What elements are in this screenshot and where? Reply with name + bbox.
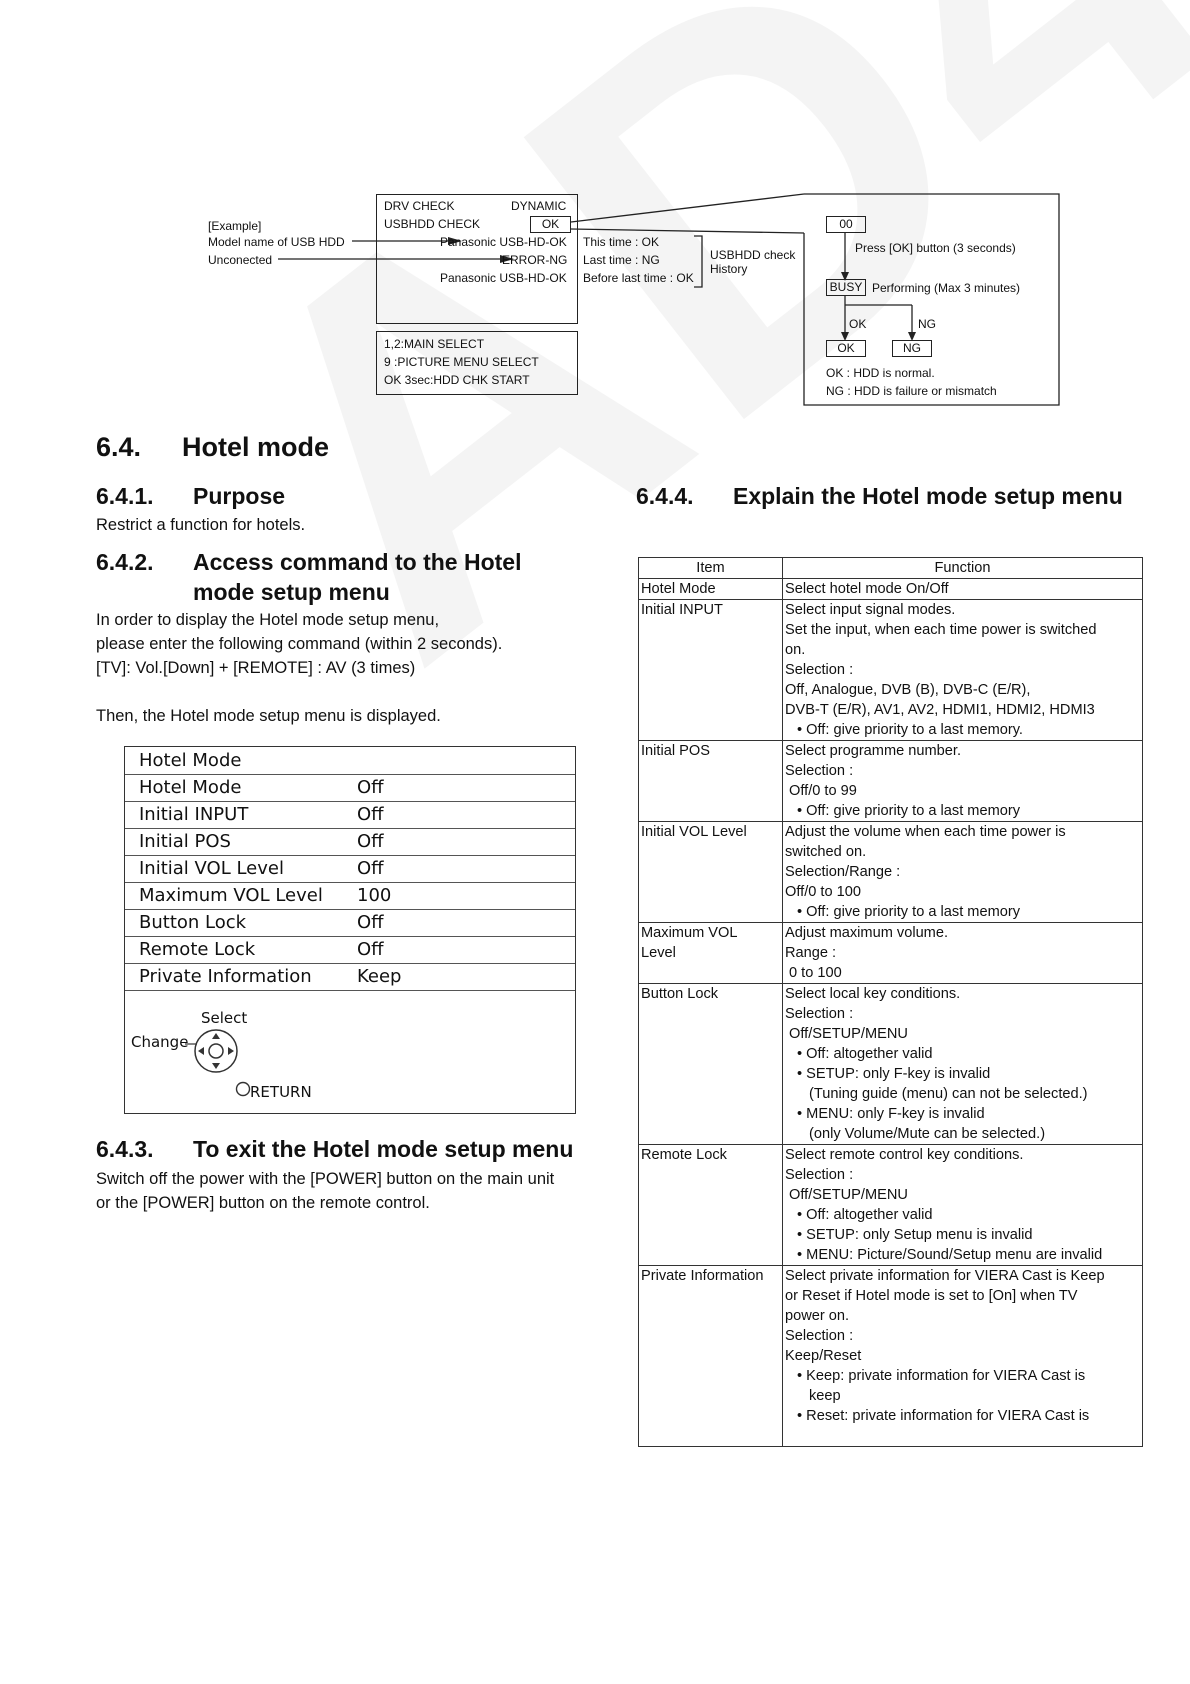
header-item: Item: [639, 558, 783, 579]
usbhdd-check-label: USBHDD CHECK: [384, 217, 481, 231]
row-line: (only Volume/Mute can be selected.): [809, 1126, 1046, 1142]
table-row: [639, 1145, 1143, 1266]
history-label-2: History: [710, 262, 748, 276]
flow-ng-desc: NG : HDD is failure or mismatch: [826, 384, 997, 398]
purpose-heading: [96, 483, 285, 510]
exit-heading: [96, 1136, 573, 1163]
section-heading: [96, 432, 329, 463]
model-label: Model name of USB HDD: [208, 235, 345, 249]
select-label: Select: [201, 1009, 248, 1027]
screen-row-2: ERROR-NG: [502, 253, 568, 267]
flow-ok-box: OK: [826, 340, 866, 357]
explain-number: 6.4.4.: [636, 483, 694, 509]
row-bullet: • MENU: Picture/Sound/Setup menu are invalid: [797, 1247, 1103, 1263]
flow-ok-branch: OK: [849, 317, 867, 331]
hotel-menu-row[interactable]: [125, 936, 575, 964]
hotel-menu-row[interactable]: [125, 909, 575, 937]
row-line: Off/SETUP/MENU: [789, 1187, 908, 1203]
hotel-menu-row[interactable]: [125, 963, 575, 991]
table-header-row: [639, 558, 1143, 579]
hotel-mode-menu: [124, 746, 576, 1114]
flow-00-box: 00: [826, 216, 866, 233]
row-bullet: • SETUP: only Setup menu is invalid: [797, 1227, 1033, 1243]
history-label-1: USBHDD check: [710, 248, 796, 262]
dynamic-label: DYNAMIC: [511, 199, 567, 213]
row-item: Private Information: [641, 1268, 764, 1284]
row-bullet: • Reset: private information for VIERA Cast is: [797, 1408, 1090, 1424]
row-bullet: • Off: altogether valid: [797, 1046, 933, 1062]
row-line: DVB-T (E/R), AV1, AV2, HDMI1, HDMI2, HDMI3: [785, 702, 1095, 718]
row-bullet: • Off: give priority to a last memory: [797, 803, 1021, 819]
menu-value: Off: [357, 939, 384, 960]
row-bullet: • Off: altogether valid: [797, 1207, 933, 1223]
access-line-2: please enter the following command (within 2 seconds).: [96, 635, 503, 653]
access-line-4: Then, the Hotel mode setup menu is displayed.: [96, 707, 441, 725]
screen-row-3: Panasonic USB-HD-OK: [440, 271, 567, 285]
hotel-menu-row[interactable]: [125, 855, 575, 883]
menu-label: Initial POS: [139, 831, 231, 852]
menu-label: Initial INPUT: [139, 804, 249, 825]
menu-label: Private Information: [139, 966, 312, 987]
menu-value: Off: [357, 777, 384, 798]
row-line: Selection :: [785, 1167, 854, 1183]
flow-performing: Performing (Max 3 minutes): [872, 281, 1021, 295]
access-number: 6.4.2.: [96, 549, 154, 575]
change-label: Change: [131, 1033, 189, 1051]
row-item: Remote Lock: [641, 1147, 727, 1163]
row-item: Button Lock: [641, 986, 719, 1002]
row-line: Selection :: [785, 763, 854, 779]
row-line: Selection :: [785, 1006, 854, 1022]
screen-row-1: Panasonic USB-HD-OK: [440, 235, 567, 249]
table-row: [639, 741, 1143, 822]
hotel-menu-row[interactable]: [125, 828, 575, 856]
hotel-menu-row[interactable]: [125, 801, 575, 829]
access-line-1: In order to display the Hotel mode setup menu,: [96, 611, 440, 629]
row-bullet: • Off: give priority to a last memory: [797, 904, 1021, 920]
row-bullet: • Off: give priority to a last memory.: [797, 722, 1023, 738]
ok-status-box: OK: [530, 216, 571, 233]
row-item: Initial POS: [641, 743, 710, 759]
history-last-time: Last time : NG: [583, 253, 660, 267]
drv-check-label: DRV CHECK: [384, 199, 455, 213]
row-line: Off/0 to 100: [785, 884, 861, 900]
row-line: or Reset if Hotel mode is set to [On] when TV: [785, 1288, 1078, 1304]
row-item: Level: [641, 945, 676, 961]
row-line: Select hotel mode On/Off: [785, 581, 949, 597]
hotel-menu-title-row: [125, 747, 575, 775]
menu-value: Keep: [357, 966, 402, 987]
row-line: 0 to 100: [789, 965, 842, 981]
row-line: Set the input, when each time power is switched: [785, 622, 1097, 638]
row-item: Initial VOL Level: [641, 824, 747, 840]
diagram-lines: [0, 0, 1190, 420]
row-line: Keep/Reset: [785, 1348, 862, 1364]
history-before-last: Before last time : OK: [583, 271, 694, 285]
return-circle-icon: [235, 1081, 251, 1097]
menu-value: Off: [357, 858, 384, 879]
flow-press-ok: Press [OK] button (3 seconds): [855, 241, 1016, 255]
row-line: Select local key conditions.: [785, 986, 961, 1002]
return-label: RETURN: [250, 1083, 312, 1101]
unconnected-label: Unconected: [208, 253, 273, 267]
hotel-menu-title: Hotel Mode: [139, 750, 242, 771]
history-this-time: This time : OK: [583, 235, 660, 249]
row-bullet: • SETUP: only F-key is invalid: [797, 1066, 991, 1082]
row-line: (Tuning guide (menu) can not be selected.): [809, 1086, 1088, 1102]
table-row: [639, 923, 1143, 984]
remote-dpad-icon: [185, 1022, 255, 1082]
row-line: Selection/Range :: [785, 864, 901, 880]
table-row: [639, 822, 1143, 923]
table-row: [639, 579, 1143, 600]
row-line: Adjust maximum volume.: [785, 925, 949, 941]
menu-label: Remote Lock: [139, 939, 256, 960]
row-line: Off, Analogue, DVB (B), DVB-C (E/R),: [785, 682, 1031, 698]
menu-value: Off: [357, 804, 384, 825]
exit-number: 6.4.3.: [96, 1136, 154, 1162]
menu-line-2: 9 :PICTURE MENU SELECT: [384, 355, 539, 369]
header-function: Function: [783, 558, 1143, 579]
row-line: Adjust the volume when each time power is: [785, 824, 1066, 840]
section-title: Hotel mode: [182, 432, 330, 462]
row-line: Select private information for VIERA Cast is Keep: [785, 1268, 1105, 1284]
menu-value: 100: [357, 885, 392, 906]
menu-label: Button Lock: [139, 912, 247, 933]
row-line: power on.: [785, 1308, 850, 1324]
row-line: on.: [785, 642, 806, 658]
exit-line-1: Switch off the power with the [POWER] button on the main unit: [96, 1170, 555, 1188]
flow-ng-box: NG: [892, 340, 932, 357]
access-title-1: Access command to the Hotel: [193, 549, 522, 575]
menu-label: Hotel Mode: [139, 777, 242, 798]
flow-ok-desc: OK : HDD is normal.: [826, 366, 935, 380]
row-item: Initial INPUT: [641, 602, 723, 618]
row-line: Off/SETUP/MENU: [789, 1026, 908, 1042]
hotel-menu-row[interactable]: [125, 774, 575, 802]
row-line: Selection :: [785, 1328, 854, 1344]
row-item: Maximum VOL: [641, 925, 738, 941]
example-label: [Example]: [208, 219, 262, 233]
section-number: 6.4.: [96, 432, 142, 462]
exit-line-2: or the [POWER] button on the remote control.: [96, 1194, 430, 1212]
table-row: [639, 984, 1143, 1145]
row-line: Selection :: [785, 662, 854, 678]
purpose-number: 6.4.1.: [96, 483, 154, 509]
row-item: Hotel Mode: [641, 581, 716, 597]
row-line: Off/0 to 99: [789, 783, 857, 799]
menu-line-1: 1,2:MAIN SELECT: [384, 337, 485, 351]
row-line: Range :: [785, 945, 837, 961]
exit-title: To exit the Hotel mode setup menu: [193, 1136, 574, 1162]
access-title-2: mode setup menu: [193, 579, 390, 605]
explain-heading: [636, 483, 1123, 510]
menu-label: Maximum VOL Level: [139, 885, 323, 906]
flow-ng-branch: NG: [918, 317, 936, 331]
row-bullet: • MENU: only F-key is invalid: [797, 1106, 985, 1122]
explain-title: Explain the Hotel mode setup menu: [733, 483, 1123, 509]
access-command: [TV]: Vol.[Down] + [REMOTE] : AV (3 times): [96, 659, 416, 677]
menu-value: Off: [357, 912, 384, 933]
row-line: Select programme number.: [785, 743, 962, 759]
flow-busy-box: BUSY: [826, 279, 866, 296]
function-table: [638, 557, 1143, 1447]
purpose-title: Purpose: [193, 483, 286, 509]
menu-line-3: OK 3sec:HDD CHK START: [384, 373, 530, 387]
access-heading: [96, 549, 521, 576]
row-line: keep: [809, 1388, 841, 1404]
hotel-menu-row[interactable]: [125, 882, 575, 910]
row-bullet: • Keep: private information for VIERA Cast is: [797, 1368, 1086, 1384]
row-line: switched on.: [785, 844, 867, 860]
table-row: [639, 1266, 1143, 1447]
menu-label: Initial VOL Level: [139, 858, 284, 879]
purpose-text: Restrict a function for hotels.: [96, 516, 306, 534]
row-line: Select input signal modes.: [785, 602, 956, 618]
table-row: [639, 600, 1143, 741]
row-line: Select remote control key conditions.: [785, 1147, 1024, 1163]
menu-value: Off: [357, 831, 384, 852]
